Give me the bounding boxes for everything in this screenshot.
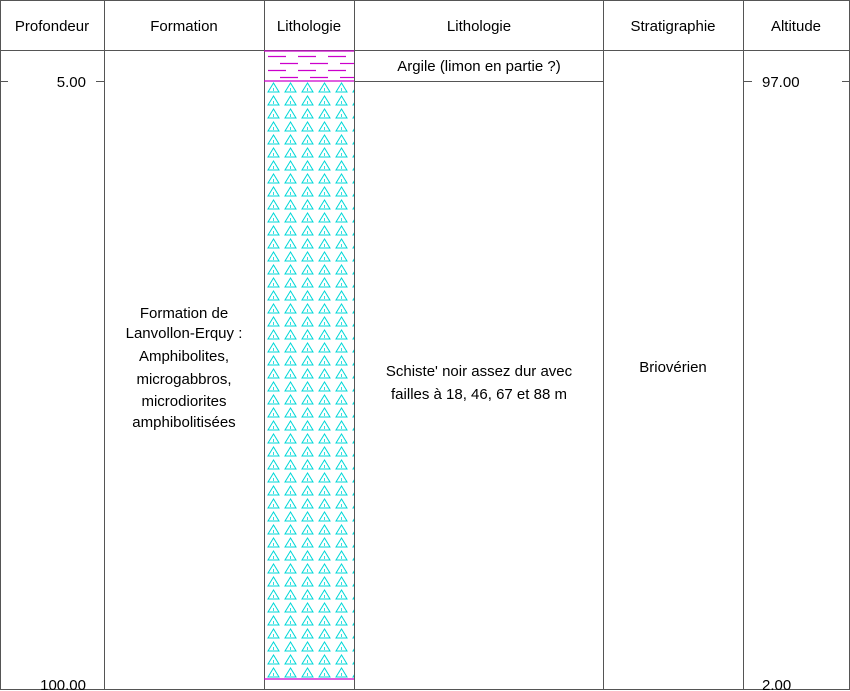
formation-line: Lanvollon-Erquy : <box>125 325 243 342</box>
header-depth: Profondeur <box>14 18 90 35</box>
schist-layer-pattern <box>265 82 354 678</box>
formation-line: Amphibolites, <box>138 348 230 365</box>
schist-description-line: failles à 18, 46, 67 et 88 m <box>391 386 567 403</box>
depth-top: 5.00 <box>56 74 86 91</box>
depth-bottom: 100.00 <box>40 677 86 691</box>
header-stratigraphy: Stratigraphie <box>630 18 716 35</box>
schist-description <box>386 363 573 403</box>
header-altitude: Altitude <box>770 18 822 35</box>
altitude-bottom: 2.00 <box>762 677 792 691</box>
header-formation: Formation <box>150 18 218 35</box>
clay-description: Argile (limon en partie ?) <box>397 58 561 75</box>
formation-line: microgabbros, <box>136 371 232 388</box>
stratigraphy-label: Briovérien <box>639 359 707 376</box>
formation-line: microdiorites <box>141 393 227 410</box>
header-lithology-description: Lithologie <box>446 18 512 35</box>
formation-description <box>126 305 243 431</box>
formation-line: amphibolitisées <box>132 414 236 431</box>
header-lithology-pattern: Lithologie <box>276 18 342 35</box>
formation-line: Formation de <box>139 305 229 322</box>
schist-description-line: Schiste' noir assez dur avec <box>385 363 573 380</box>
altitude-top: 97.00 <box>762 74 800 91</box>
clay-layer-pattern <box>264 51 354 78</box>
